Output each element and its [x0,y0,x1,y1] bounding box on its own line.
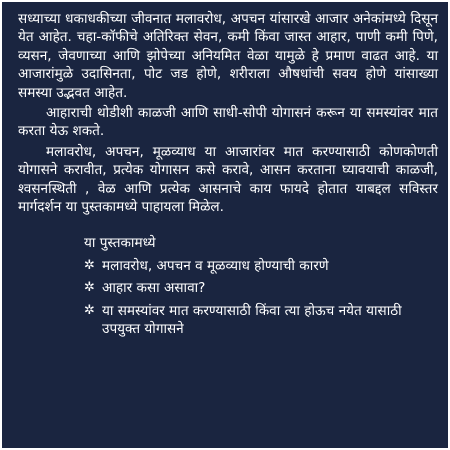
list-item-text: या समस्यांवर मात करण्यासाठी किंवा त्या होऊच नयेत यासाठी उपयुक्त योगासने [102,302,402,338]
list-item [84,302,438,339]
paragraph-text: आहाराची थोडीशी काळजी आणि साधी-सोपी योगासनं करून या समस्यांवर मात करता येऊ शकते. [18,105,438,140]
book-contents-list [18,234,438,338]
paragraph-text: मलावरोध, अपचन, मूळव्याध या आजारांवर मात करण्यासाठी कोणकोणती योगासने करावीत, प्रत्येक योगासन कसे करावे, आसन करताना घ्यावयाची काळजी, श्वसनस्थिती , वेळ आणि प्रत्येक आसनाचे काय फायदे होतात याबद्दल सविस्तर मार्गदर्शन या पुस्तकामध्ये पाहायला मिळेल. [18,143,438,216]
intro-paragraph [18,10,438,102]
asterisk-bullet-icon: ✲ [84,280,95,296]
list-heading: या पुस्तकामध्ये [84,235,156,252]
list-item-text: मलावरोध, अपचन व मूळव्याध होण्याची कारणे [102,257,329,274]
asterisk-bullet-icon: ✲ [84,257,95,273]
list-item [84,257,438,275]
asterisk-bullet-icon: ✲ [84,302,95,318]
remedy-paragraph [18,104,438,141]
paragraph-text: सध्याच्या धकाधकीच्या जीवनात मलावरोध, अपचन यांसारखे आजार अनेकांमध्ये दिसून येत आहेत. चहा-कॉफीचे अतिरिक्त सेवन, कमी किंवा जास्त आहार, पाणी कमी पिणे, व्यसन, जेवणाच्या आणि झोपेच्या अनियमित वेळा यामुळे हे प्रमाण वाढत आहे. या आजारांमुळे उदासिनता, पोट जड होणे, शरीराला औषधांची सवय होणे यांसाख्या समस्या उद्भवत आहेत. [18,11,438,101]
contents-list [84,257,438,339]
list-item [84,279,438,297]
list-item-text: आहार कसा असावा? [102,280,206,297]
back-cover [2,2,448,448]
content-paragraph [18,143,438,217]
